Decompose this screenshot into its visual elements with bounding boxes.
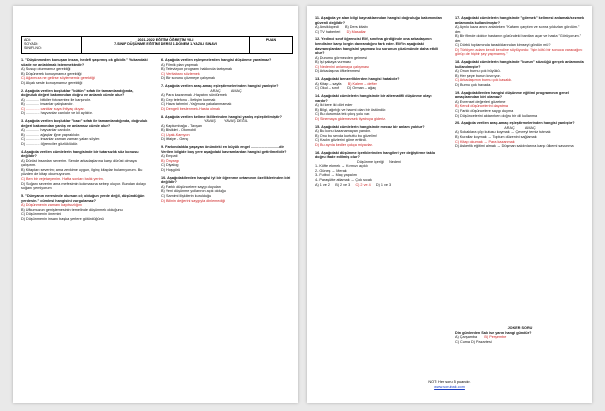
question-block (455, 60, 585, 87)
question-subheader: ARAÇ AMAÇ (210, 88, 242, 93)
answer-option: B) Bisiklet - Otomobil (161, 128, 197, 133)
answer-option: C) Dürbü toplamında taradıklarından kimseyi gördün mü? (455, 43, 551, 48)
answer-option: A) Ansiklopedi B) Ders kitabı (315, 25, 368, 30)
exam-name: 7.SINIF DÜŞÜNME EĞİTİMİ DERSİ 1.DÖNEM 1.YAZILI SINAVI (114, 42, 217, 47)
answer-option: 2- Güneş → Merak (315, 168, 347, 173)
question-text: 3. Aşağıda verilen boşluklar "bazı" sıfatı ile tamamlandığında, doğruluk değeri bakımından yanlış ve anlamsız cümle olur? (21, 119, 148, 128)
answer-option: B) Yeni düşünme yollarının açık olduğu (161, 189, 226, 194)
answer-option: C) Bu durumda tek çıkış yolu var. (315, 112, 371, 117)
question-text: 4.Aşağıda verilen cümlelerin hangisinde bir tutarsızlık söz konusu değildir? (21, 149, 139, 159)
answer-option: C) ............. insanlar zaman zaman yalan söyler. (21, 137, 101, 142)
answer-option: C) TV haberleri D) Masallar (315, 29, 366, 34)
question-block (21, 58, 149, 85)
question-text: 6. Aşağıda verilen eşleşmelerden hangisi düşünme yaratmaz? (161, 58, 272, 62)
answer-option: C) Düşünmenin önemini (21, 212, 62, 217)
question-text: 5. "Dünyanın neresinde olursan ol; olduğun yerde değil, düşündüğün yerdesin." cümlesi hangisini vurgulamaz? (21, 193, 145, 203)
question-text: 10. Aşağıdakilerden hangisi iyi bir öğrenme ortamının özelliklerinden biri değildir? (161, 175, 291, 185)
answer-option: C) Uçak-Kamyon (161, 132, 190, 137)
answer-option: B) ............. ağaçlar iğne yapraklıdır. (21, 132, 81, 137)
answer-option: D) Türkiyen adam kendi kendine söylüyordu: "İşin kötü bir sonuca varacağını görüp de hiçbir şey yapmamış." (455, 47, 584, 57)
question-block (21, 89, 149, 116)
answer-option: C) Nedenini anlamaya çalışması (315, 64, 369, 69)
question-block (161, 145, 291, 172)
answer-option: A) Dürüst insanları severim. Sende arkadaşlarına karşı dürüst olmaya çalışırım. (21, 158, 138, 168)
answer-option: B) ............. insanlar çalışkandır. (21, 102, 74, 107)
answer-option: D) Düşünmenin insanı başka yerlere götürdüğünü (21, 216, 104, 221)
question-block (315, 125, 443, 148)
marked-answer: D) Masallar (346, 29, 366, 34)
answer-option: B) Cep telefonu - İletişim kurmak (161, 97, 216, 102)
name-label: ADI: (24, 38, 31, 42)
answer-option: D) Hoşgörü (161, 167, 181, 172)
question-subheader: Düşünme içeriği Nedeni (357, 159, 401, 164)
answer-option: A) Evrensel değerleri gözetme (455, 99, 506, 104)
exam-page-right (307, 6, 592, 403)
answer-option: B) Kitapları severim; ama zevkime uygun, ilginç kitaplar bulamıyorum. Bu yüzden de kitap okumuyorum. (21, 167, 144, 177)
answer-option: B) Kurallar koymak → Toplum düzenini sağlamak (455, 135, 537, 140)
answer-option: A) Onun burnu çok büyükü. (455, 69, 501, 74)
answer-option: D) Soğanı severim ama mefesimin kokmasına sebep oluyor. Bundan dolayı soğanı yemiyorum (21, 181, 148, 191)
answer-option: B) Önyargı (161, 158, 180, 163)
answer-option: C) Okul – sınıf D) Orman – ağaç (315, 86, 377, 91)
answer-option: D) Sinemaya gidemezsek tiyatroya gideriz. (315, 116, 387, 121)
answer-option: A) Düşünmenin zamanı kayıtsızlığını (21, 203, 83, 208)
marked-answer: B) Kalem – defter (347, 81, 377, 86)
exam-year: 2021-2022 EĞİTİM ÖĞRETİM YILI (137, 38, 194, 42)
answer-option: A) Kitap – sayfa B) Kalem – defter (315, 81, 377, 86)
question-block (315, 16, 443, 34)
answer-option: A) Susup oturmamız gerektiği (21, 67, 71, 72)
answer-option: A) Filmik plan yapmak (161, 62, 198, 67)
question-block (161, 58, 291, 81)
question-block (161, 115, 291, 142)
answer-option: A) Bu konu kazanamayan yandın. (315, 129, 372, 134)
answer-option: D) Arkadaşına öfkelenmesi (315, 69, 360, 74)
question-column-2 (161, 58, 291, 206)
question-block (315, 151, 443, 187)
joker-question-text: Din günlerden Salı ise yarın hangi gündür? (455, 330, 532, 335)
answer-option: C) Hava tahmini -Yağmura yakalanmamak (161, 102, 232, 107)
question-block (21, 194, 149, 221)
answer-option: A) Empati (161, 154, 178, 159)
question-column-4 (455, 16, 585, 152)
answer-option: B) Onu bu sevda kurtuttu bu gözelim! (315, 133, 377, 138)
exam-header (21, 36, 293, 54)
answer-option: B) Bir filmde doktor hastanın gözündeki bantları açar ve hasta "Görüyorum." der. (455, 34, 583, 43)
answer-option: B) İşi şakaya vurması (315, 60, 351, 65)
question-text: 16. Aşağıdaki düşünme içeriklerinden hangileri yer değiştirme taklo doğru ifade edilmiş olur? (315, 150, 436, 160)
question-block (315, 94, 443, 121)
answer-option: B) Düşünerek konuşmamız gerektiği (21, 71, 82, 76)
footer-link[interactable]: www.sorubak.com (434, 384, 465, 389)
question-text: 18. Aşağıdaki cümlelerin hangisinde "burun" sözcüğü gerçek anlamında kullanılmıştır? (455, 60, 584, 69)
answer-option: D) Bu ayrıla kedler çokça miyavlar. (315, 142, 373, 147)
exam-title (82, 37, 250, 53)
exam-footer (307, 380, 592, 389)
answer-option: B) Televizyon programı hakkında tartışmak (161, 67, 233, 72)
answer-option: D) Düşüncelerini aktarırken doğru bir dil kullanma (455, 113, 538, 118)
question-text: 17. Aşağıdaki cümlelerin hangisinde "görmek" kelimesi anlamak/sezmek anlamında kullanılmıştır? (455, 16, 585, 25)
answer-option: B) Kendi düşüncelerini dayatma (455, 104, 508, 109)
marked-answer: C) 2 ve 4 (355, 182, 371, 187)
question-extra-text: Verilen bilgide boş yere aşağıdaki kavramlardan hangisi getirilmelidir? (161, 149, 287, 154)
question-block (161, 84, 291, 111)
answer-option: D) Alçak sesle konuşmamız gerektiği (21, 80, 83, 85)
question-text: 7. Aşağıda verilen araç-amaç eşleştirmelerinden hangisi yanlıştır? (161, 84, 279, 89)
answer-option: D) Burnu çok havada. (455, 82, 492, 87)
question-text: 20. Aşağıda verilen araç-amaç eşleştirmelerinden hangisi yanlıştır? (455, 121, 575, 126)
answer-option: A) İki kere iki dört eder (315, 103, 353, 108)
answer-option: C) Farklı düşüncelere saygı duyma (455, 108, 514, 113)
question-text: 12. Yedinci sınıf öğrencisi Elif, sınıfına girdiğinde ona arkadaşının kendisine karşı lorgin davrandığını fark eder. Elif'in aşağıdaki davranışlardan hangisini yapması bu sorunun çözümünde daha etkili olur? (315, 37, 439, 56)
question-block (455, 16, 585, 57)
joker-options-row-2: C) Cuma D) Pazartesi (455, 339, 492, 344)
answer-option: A) 1 ve 2 B) 2 ve 3 C) 2 ve 4 D) 1 ve 3 (315, 182, 392, 187)
joker-question (455, 326, 585, 344)
answer-option: 4- Paraşütte atlamak → Çok sıcak (315, 177, 372, 182)
score-box: PUAN (265, 38, 277, 42)
answer-option: D) ............. hayvanlar canlıdır ve kil aylıktır. (21, 111, 93, 116)
answer-option: D) ............. öğrenciler gözlüklüdür. (21, 141, 79, 146)
student-info-box (22, 37, 82, 53)
answer-option: C) Samimi ilişkilerin kurulduğu (161, 193, 212, 198)
question-block (455, 91, 585, 118)
question-block (315, 77, 443, 91)
answer-option: C) Kitap okumak → Para kazanmak (455, 139, 515, 144)
answer-option: A) ............. bitkiler fotosentez ile karşındır. (21, 97, 91, 102)
question-text: 2. Aşağıda verilen boşluklar "bütün" sıfatı ile tamamlandığında, doğruluk değeri bakımından doğru ve anlamlı cümle olur? (21, 88, 134, 98)
answer-option: A) ............. hayvanlar canlıdır. (21, 128, 71, 133)
joker-option-b: B) Perşembe (484, 335, 507, 340)
question-block (161, 176, 291, 203)
question-text: 8. Aşağıda verilen kelime ikililerinden hangisi yanlış eşleştirilmiştir? (161, 114, 282, 119)
answer-option: B) Her şeye burun kıvırıyor. (455, 73, 501, 78)
answer-option: A) Ayrılo kaza anını anlatırken "Kafamı çarptım ve sonra yıldızları gördüm." der. (455, 25, 581, 34)
answer-option: A) Farklı düşüncelere saygı duyulan (161, 184, 221, 189)
question-block (315, 37, 443, 73)
answer-option: C) Arkadaşımın burnu çok kasaldı. (455, 78, 513, 83)
surname-label: SOYADI: (24, 42, 39, 47)
answer-option: 1- Köfte ekmek → Kırmızı açıklı (315, 164, 368, 169)
answer-option: A) Para kazanmak -Hayatını sürdürmek (161, 93, 227, 98)
question-text: 13. Aşağıdaki benzerliklerden hangisi hatalıdır? (315, 77, 400, 82)
question-text: 19. Aşağıdakilerden hangisi düşünme eğitimi programının genel amaçlarından biri olamaz? (455, 90, 569, 100)
answer-option: B) Ufkumuzun genişlemesinin temelinde düşünmek olduğunu (21, 207, 123, 212)
question-subheader: ARAÇ AMAÇ (504, 125, 536, 130)
answer-option: C) Kadın gözlerini göne erttirdi. (315, 138, 367, 143)
answer-option: C) Ağzımıza ne gelirse söylememiz gerektiği (21, 76, 95, 81)
joker-option-a: A) Çarşamba (455, 335, 478, 340)
joker-title: JOKER SORU (507, 326, 533, 330)
question-text: 15. Aşağıdaki cümlelerin hangisinde mecaz bir anlam yoktur? (315, 124, 425, 129)
question-column-3 (315, 16, 443, 190)
question-block (455, 121, 585, 148)
question-subheader: YAVAŞ YAVAŞ DEĞİL (204, 119, 248, 124)
question-text: 1. "Düşünmeden konuşan insan, hedefi şaşırmış ok gibidir." Yukarıdaki sözde ne anlatılmak istenmektedir? (21, 58, 148, 67)
answer-option: C) ............. canlılar suya ihtiyaç duyar. (21, 106, 85, 111)
question-column-1 (21, 58, 149, 225)
question-text: 14. Aşağıdaki cümlelerin hangisinde bir alternatifli düşünme olayı vardır? (315, 94, 432, 103)
answer-option: A) Durumu görmezden gelmesi (315, 55, 367, 60)
question-text: 11. Aşağıda ye alan bilgi kaynaklarından hangisi doğruluğu bakımından güvenli değildir? (315, 16, 442, 25)
answer-option: D) Dengeli beslenmek-Hasta olmak (161, 106, 220, 111)
answer-option: D) Bilinin değerini saygıyla dinlemediği (161, 198, 226, 203)
answer-option: A) Sokaklara çöp kutusu koymak → Çevreyi temiz tutmak (455, 130, 551, 135)
answer-option: C) Ben bir vejetaryenim. Hafta sonları balık yerim. (21, 177, 104, 182)
question-text: 9. Farkındalıkla yaşayan önündeki en büyük engel ...........................dir (161, 145, 284, 150)
class-no-label: SINIFI-NO: (24, 46, 42, 51)
answer-option: 3- Futbol → Maç yapalım (315, 173, 357, 178)
answer-option: B) Bilgi, ağırlığı ve hacmi olan bir üstündür. (315, 107, 387, 112)
answer-option: D) Bir sorunu çözmeye çalışmak (161, 76, 215, 81)
answer-option: C) Diyalog (161, 163, 179, 168)
answer-option: C) Veritabanı sözlemek (161, 71, 200, 76)
question-block (21, 119, 149, 146)
footer-note: NOT: Her soru 5 puandır. (428, 380, 471, 384)
answer-option: A) Kaplumbağa - Tavşan (161, 123, 202, 128)
answer-option: D) İtfaiye - Genç (161, 137, 189, 142)
question-block (21, 150, 149, 191)
answer-option: D) Askerlik eğitimi almak → Düşman saldırılarına karşı ülkemi savunma (455, 144, 574, 149)
exam-page-left (13, 6, 298, 403)
